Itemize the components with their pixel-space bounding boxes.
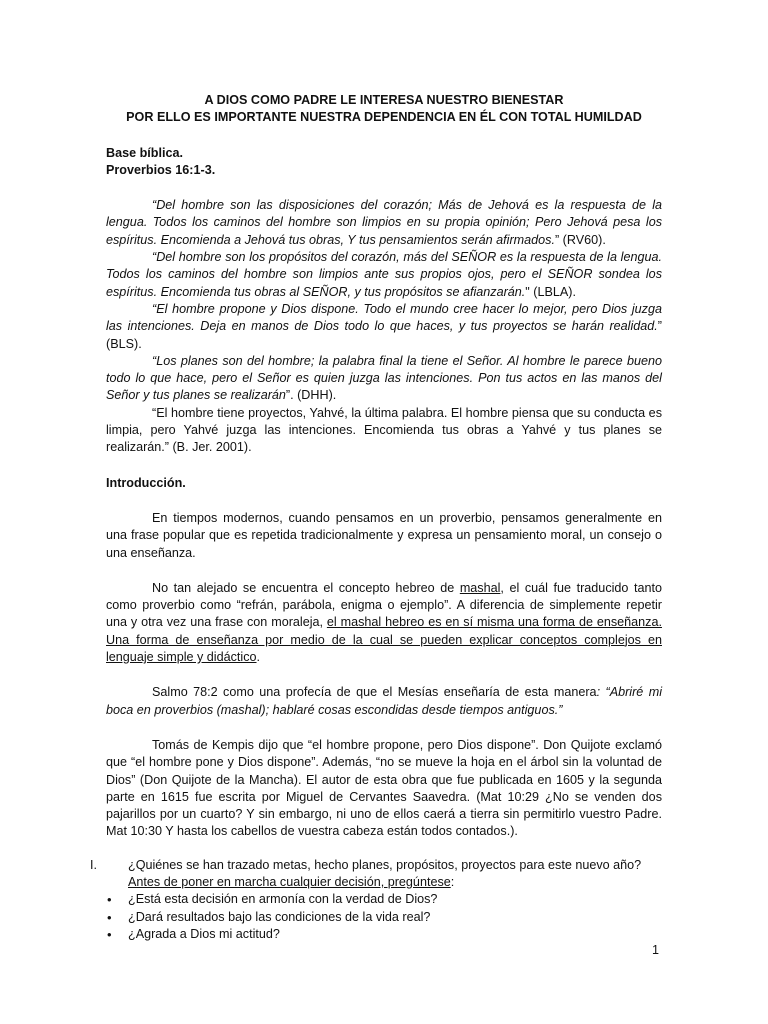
quote-lbla-text: “Del hombre son los propósitos del corazón, más del SEÑOR es la respuesta de la lengua. Todos los caminos del hombre son limpios ante sus propios ojos, pero el SEÑOR sondea los espíritus. Encomienda tus obras al SEÑOR, y tus propósitos se afianzarán. xyxy=(106,250,662,299)
page-number: 1 xyxy=(652,943,660,957)
quote-lbla xyxy=(106,249,662,301)
document-title-line-1: A DIOS COMO PADRE LE INTERESA NUESTRO BIENESTAR xyxy=(204,93,564,107)
list-item-text: ¿Está esta decisión en armonía con la verdad de Dios? xyxy=(128,892,438,907)
intro-heading: Introducción. xyxy=(106,475,186,490)
quote-rv60-tag: ” (RV60). xyxy=(554,232,606,247)
quote-dhh xyxy=(106,353,662,405)
list-item xyxy=(107,891,662,908)
intro-paragraph-2 xyxy=(106,580,662,666)
list-item-text: ¿Dará resultados bajo las condiciones de la vida real? xyxy=(128,909,431,924)
quote-dhh-tag: ”. (DHH). xyxy=(285,388,337,403)
quote-bls xyxy=(106,301,662,353)
base-label: Base bíblica. xyxy=(106,145,183,160)
intro-p3-quote: : “Abriré mi boca en proverbios (mashal); hablaré cosas escondidas desde tiempos antiguos.” xyxy=(106,685,663,717)
section-1-numeral: I. xyxy=(90,857,97,872)
list-item-text: ¿Agrada a Dios mi actitud? xyxy=(128,926,280,941)
quote-lbla-tag: " (LBLA). xyxy=(525,284,576,299)
intro-p3-start: Salmo 78:2 como una profecía de que el Mesías enseñaría de esta manera xyxy=(152,685,597,700)
bullet-icon: • xyxy=(107,926,112,942)
intro-p2-underlined: el mashal hebreo es en sí misma una forma de enseñanza. Una forma de enseñanza por medio de la cual se pueden explicar conceptos complejos en lenguaje simple y didáctico xyxy=(106,615,662,665)
quote-bjer: “El hombre tiene proyectos, Yahvé, la última palabra. El hombre piensa que su conducta es limpia, pero Yahvé juzga las intenciones. Encomienda tus obras a Yahvé y tus planes se realizarán.” (B. Jer. 2001). xyxy=(106,405,662,455)
section-1-question: ¿Quiénes se han trazado metas, hecho planes, propósitos, proyectos para este nuevo año? xyxy=(128,857,642,872)
document-page xyxy=(90,92,663,943)
list-item xyxy=(107,926,662,943)
section-1-prompt-colon: : xyxy=(450,874,455,889)
document-title-line-2: POR ELLO ES IMPORTANTE NUESTRA DEPENDENCIA EN ÉL CON TOTAL HUMILDAD xyxy=(126,110,642,125)
intro-p2-start: No tan alejado se encuentra el concepto hebreo de xyxy=(152,580,460,595)
section-1-prompt-text: Antes de poner en marcha cualquier decisión, pregúntese xyxy=(128,874,451,889)
quote-bls-tag: ” (BLS). xyxy=(106,319,662,351)
intro-paragraph-3 xyxy=(106,684,662,719)
mashal-term: mashal xyxy=(459,580,501,595)
intro-p2-middle: , el cuál fue traducido tanto como proverbio como “refrán, parábola, enigma o ejemplo”. A diferencia de simplemente repetir una y otra vez una frase con moraleja, xyxy=(106,580,662,630)
base-reference: Proverbios 16:1-3. xyxy=(106,162,216,177)
intro-paragraph-1: En tiempos modernos, cuando pensamos en un proverbio, pensamos generalmente en una frase popular que es repetida tradicionalmente y expresa un pensamiento moral, un consejo o una enseñanza. xyxy=(106,510,662,560)
section-1-prompt xyxy=(128,874,662,891)
intro-paragraph-4: Tomás de Kempis dijo que “el hombre propone, pero Dios dispone”. Don Quijote exclamó que “el hombre pone y Dios dispone”. Además, “no se mueve la hoja en el árbol sin la voluntad de Dios” (Don Quijote de la Mancha). El autor de esta obra que fue publicada en 1605 y la segunda parte en 1615 fue escrita por Miguel de Cervantes Saavedra. (Mat 10:29 ¿No se venden dos pajarillos por un cuarto? Y sin embargo, ni uno de ellos caerá a tierra sin permitirlo vuestro Padre. Mat 10:30 Y hasta los cabellos de vuestra cabeza están todos contados.). xyxy=(106,737,662,839)
section-1 xyxy=(90,857,662,943)
quote-bls-text: “El hombre propone y Dios dispone. Todo el mundo cree hacer lo mejor, pero Dios juzga las intenciones. Deja en manos de Dios todo lo que haces, y tus proyectos se harán realidad. xyxy=(106,301,662,334)
section-1-bullet-list xyxy=(106,891,662,943)
quote-rv60-text: “Del hombre son las disposiciones del corazón; Más de Jehová es la respuesta de la lengua. Todos los caminos del hombre son limpios en su propia opinión; Pero Jehová pesa los espíritus. Encomienda a Jehová tus obras, Y tus pensamientos serán afirmados. xyxy=(106,198,662,247)
intro-p2-end: . xyxy=(256,650,261,665)
bullet-icon: • xyxy=(107,892,112,908)
bullet-icon: • xyxy=(107,909,112,925)
list-item xyxy=(107,909,662,926)
quote-rv60 xyxy=(106,197,662,249)
quote-dhh-text: “Los planes son del hombre; la palabra final la tiene el Señor. Al hombre le parece bueno todo lo que hace, pero el Señor es quien juzga las intenciones. Pon tus actos en las manos del Señor y tus planes se realizarán xyxy=(106,353,662,403)
